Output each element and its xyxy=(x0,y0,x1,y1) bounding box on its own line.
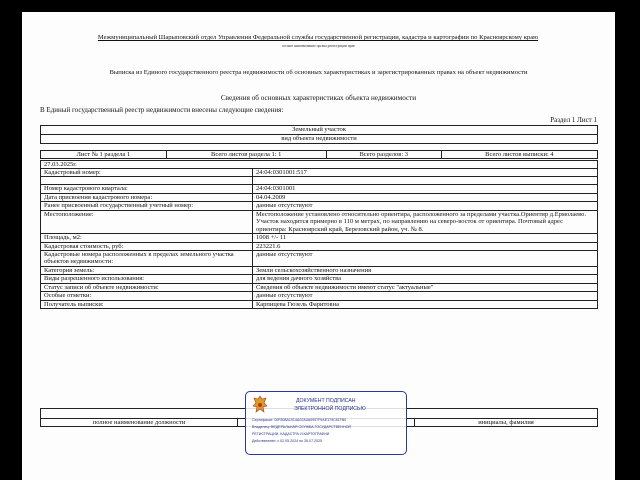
characteristics-table xyxy=(40,168,598,309)
row-value: Карпицева Гюзель Фаритовна xyxy=(253,300,598,308)
table-row xyxy=(41,251,598,267)
organization-caption: полное наименование органа регистрации прав xyxy=(282,44,355,48)
row-key: Виды разрешенного использования: xyxy=(41,275,253,283)
row-key: Местоположение: xyxy=(41,210,253,233)
row-key: Дата присвоения кадастрового номера: xyxy=(41,193,253,201)
sheet-meta-table xyxy=(40,150,598,159)
table-row xyxy=(41,169,598,177)
object-type: Земельный участок xyxy=(41,126,598,135)
object-type-table xyxy=(40,125,598,144)
row-value: Земли сельскохозяйственного назначения xyxy=(253,266,598,274)
table-row xyxy=(41,234,598,242)
table-row xyxy=(41,275,598,283)
sheet-label: Раздел 1 Лист 1 xyxy=(550,116,597,124)
electronic-signature-stamp xyxy=(245,391,407,455)
row-key: Кадастровые номера расположенных в пределах земельного участка объектов недвижимости: xyxy=(41,251,253,267)
organization-name: Межмуниципальный Шарыповский отдел Управления Федеральной службы государственной регистрации, кадастра и картографии по Красноярскому краю xyxy=(97,34,539,41)
table-row xyxy=(41,283,598,291)
row-value: 04.04.2009 xyxy=(253,193,598,201)
row-key: Номер кадастрового квартала: xyxy=(41,185,253,193)
row-value: данные отсутствуют xyxy=(253,292,598,300)
name-caption: инициалы, фамилия xyxy=(415,419,598,427)
table-row xyxy=(41,266,598,274)
row-value: 1008 +/- 11 xyxy=(253,234,598,242)
stamp-owner-1: Владелец: ФЕДЕРАЛЬНАЯ СЛУЖБА ГОСУДАРСТВЕННОЙ xyxy=(252,425,351,429)
intro-text: В Единый государственный реестр недвижимости внесены следующие сведения: xyxy=(40,106,284,114)
stamp-owner-2: РЕГИСТРАЦИИ, КАДАСТРА И КАРТОГРАФИИ xyxy=(252,432,330,436)
position-caption: полное наименование должности xyxy=(41,419,238,427)
table-row xyxy=(41,202,598,210)
object-type-caption: вид объекта недвижимости xyxy=(41,135,598,144)
row-value: 223221.6 xyxy=(253,242,598,250)
meta-sheets-total: Всего листов выписки: 4 xyxy=(441,151,597,159)
row-value xyxy=(253,177,598,185)
row-key: Получатель выписки: xyxy=(41,300,253,308)
row-key: Категория земель: xyxy=(41,266,253,274)
row-key: Кадастровая стоимость, руб: xyxy=(41,242,253,250)
table-row xyxy=(41,185,598,193)
table-row xyxy=(41,300,598,308)
table-row xyxy=(41,193,598,201)
stamp-line-2: ЭЛЕКТРОННОЙ ПОДПИСЬЮ xyxy=(294,406,366,412)
stamp-line-1: ДОКУМЕНТ ПОДПИСАН xyxy=(296,398,356,404)
row-key: Кадастровый номер: xyxy=(41,169,253,177)
row-value: 24:04:0301001 xyxy=(253,185,598,193)
section-title: Сведения об основных характеристиках объекта недвижимости xyxy=(220,94,417,102)
table-row xyxy=(41,292,598,300)
extract-document xyxy=(22,12,615,480)
row-value: 24:04:0301001:517 xyxy=(253,169,598,177)
table-row xyxy=(41,177,598,185)
stamp-certificate: Сертификат: 00F898A1914A02A0A0997F9AE179C81FB0 xyxy=(252,418,347,422)
meta-sheet: Лист № 1 раздела 1 xyxy=(41,151,167,159)
row-value: данные отсутствуют xyxy=(253,202,598,210)
table-row xyxy=(41,242,598,250)
meta-sheets-section: Всего листов раздела 1: 1 xyxy=(166,151,326,159)
row-key: Ранее присвоенный государственный учетный номер: xyxy=(41,202,253,210)
row-value: Местоположение установлено относительно ориентира, расположенного за пределами участка.Ориентир д.Ермолаево. Участок находится примерно в 110 м метрах, по направлению на северо-восток от ориентира. Почтовый адрес ориентира: Красноярский край, Березовский район, уч. № 8. xyxy=(253,210,598,233)
row-key xyxy=(41,177,253,185)
meta-sections: Всего разделов: 3 xyxy=(326,151,441,159)
table-row xyxy=(41,210,598,233)
row-key: Особые отметки: xyxy=(41,292,253,300)
extract-date: 27.03.2025г. xyxy=(41,161,598,169)
row-key: Статус записи об объекте недвижимости: xyxy=(41,283,253,291)
row-value: Сведения об объекте недвижимости имеют статус "актуальные" xyxy=(253,283,598,291)
stamp-validity: Действителен: с 02.05.2024 по 26.07.2025 xyxy=(252,439,323,443)
coat-of-arms-icon xyxy=(252,395,268,415)
row-value: для ведения дачного хозяйства xyxy=(253,275,598,283)
extract-title: Выписка из Единого государственного реестра недвижимости об основных характеристиках и зарегистрированных правах на объект недвижимости xyxy=(109,69,528,76)
row-value: данные отсутствуют xyxy=(253,251,598,267)
row-key: Площадь, м2: xyxy=(41,234,253,242)
